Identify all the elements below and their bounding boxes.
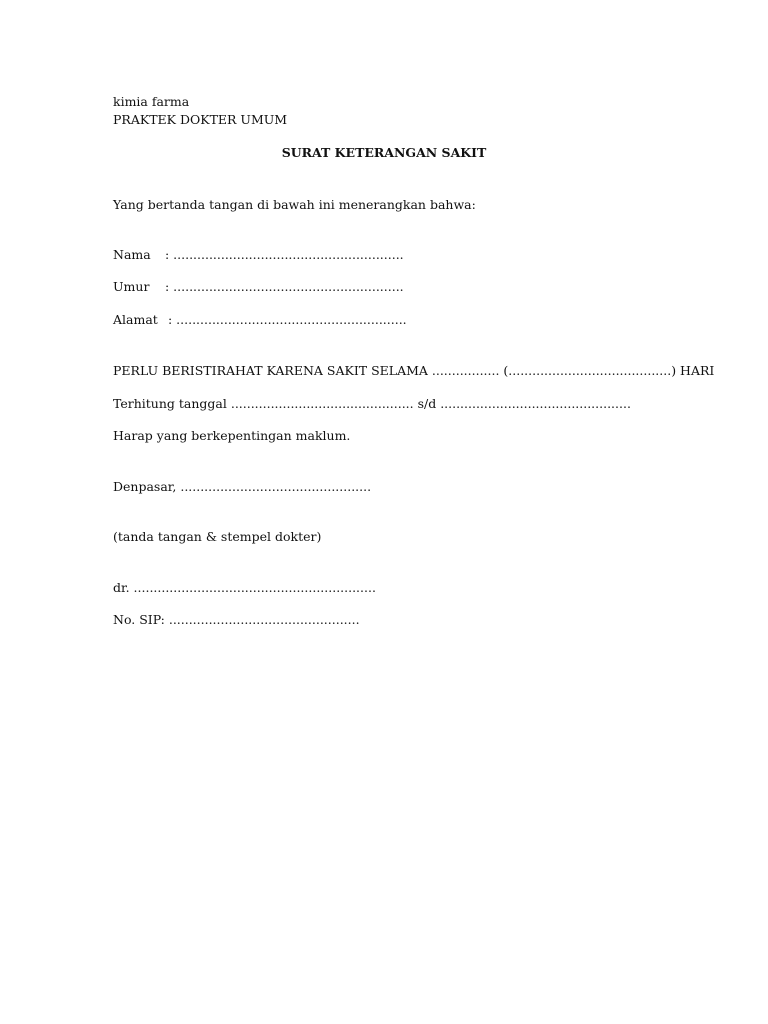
rest-duration-line: PERLU BERISTIRAHAT KARENA SAKIT SELAMA ................. (.........................................) HARI [113,363,715,378]
signature-note: (tanda tangan & stempel dokter) [113,529,322,544]
intro-text: Yang bertanda tangan di bawah ini menerangkan bahwa: [113,197,476,212]
document-title: SURAT KETERANGAN SAKIT [281,145,487,160]
company-name: kimia farma [113,94,190,109]
notice-text: Harap yang berkepentingan maklum. [113,428,351,443]
alamat-label: Alamat [113,312,158,327]
period-line: Terhitung tanggal .............................................. s/d ................................................ [113,396,631,411]
field-alamat [113,312,407,328]
field-umur [113,279,404,295]
nama-label: Nama [113,247,151,262]
doctor-name-line: dr. ............................................................. [113,580,376,595]
alamat-value: : .......................................................... [168,312,407,327]
umur-value: : .......................................................... [165,279,404,294]
field-nama [113,247,404,263]
umur-label: Umur [113,279,150,294]
nama-value: : .......................................................... [165,247,404,262]
sip-number-line: No. SIP: ................................................ [113,612,360,627]
practice-name: PRAKTEK DOKTER UMUM [113,112,288,127]
place-date-line: Denpasar, ................................................ [113,479,372,494]
